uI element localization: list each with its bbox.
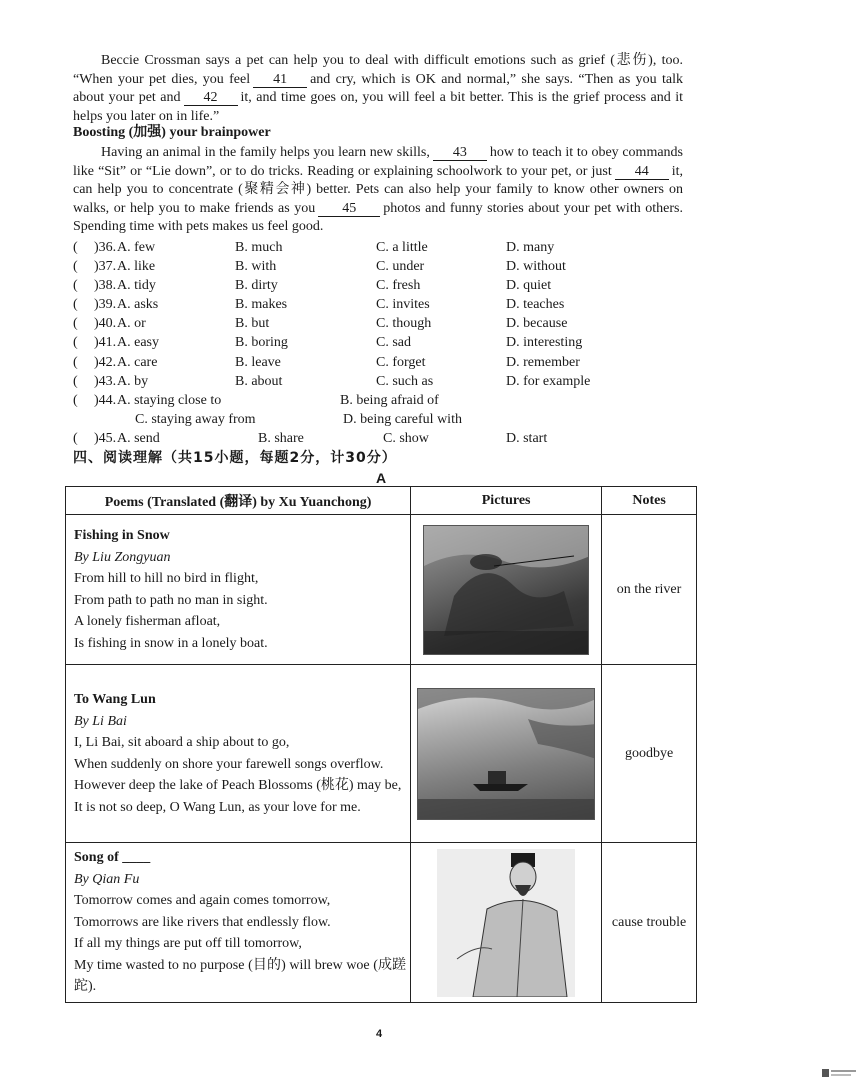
- option-d: D. remember: [506, 354, 580, 370]
- poem-line: My time wasted to no purpose (目的) will brew woe (成蹉跎).: [74, 957, 407, 995]
- poem-line: Is fishing in snow in a lonely boat.: [74, 635, 268, 651]
- section-heading-brainpower: Boosting (加强) your brainpower: [73, 125, 271, 140]
- option-c: C. such as: [376, 373, 434, 389]
- poem-line: I, Li Bai, sit aboard a ship about to go,: [74, 735, 290, 750]
- option-b: B. share: [258, 430, 304, 446]
- answer-paren[interactable]: (: [73, 430, 78, 446]
- passage-text: Having an animal in the family helps you learn new skills,: [101, 145, 430, 160]
- option-b: B. with: [235, 259, 277, 275]
- poem-line: Tomorrow comes and again comes tomorrow,: [74, 893, 331, 909]
- table-row: [66, 665, 697, 843]
- note-cell: cause trouble: [602, 843, 697, 1003]
- question-row-44: [73, 391, 693, 410]
- option-d: D. many: [506, 240, 555, 255]
- option-a: A. few: [117, 240, 156, 255]
- answer-paren[interactable]: (: [73, 240, 78, 255]
- option-d: D. for example: [506, 373, 591, 389]
- option-a: A. asks: [117, 297, 159, 313]
- answer-paren[interactable]: (: [73, 392, 78, 408]
- answer-paren[interactable]: (: [73, 335, 78, 351]
- question-number: )45.: [94, 430, 117, 446]
- table-row: [66, 515, 697, 665]
- watermark-logo-icon: [822, 1068, 856, 1078]
- boat-on-lake-painting-image: [417, 688, 595, 820]
- poem-line: From hill to hill no bird in flight,: [74, 571, 259, 586]
- option-d: D. without: [506, 259, 566, 275]
- note-cell: goodbye: [602, 665, 697, 843]
- option-a: A. care: [117, 354, 158, 370]
- option-b: B. boring: [235, 335, 288, 351]
- option-c: C. forget: [376, 354, 426, 370]
- question-row-44-continued: [73, 410, 693, 429]
- poem-line: When suddenly on shore your farewell songs overflow.: [74, 756, 384, 772]
- poem-title: Fishing in Snow: [74, 528, 170, 543]
- passage-paragraph-1: [73, 52, 683, 126]
- column-header-poems: Poems (Translated (翻译) by Xu Yuanchong): [66, 487, 411, 515]
- option-b: B. leave: [235, 354, 281, 370]
- question-number: )41.: [94, 335, 117, 351]
- scholar-portrait-image: [437, 849, 575, 997]
- option-d: D. teaches: [506, 297, 565, 313]
- note-cell: on the river: [602, 515, 697, 665]
- option-b: B. makes: [235, 297, 288, 313]
- option-b: B. being afraid of: [340, 392, 439, 408]
- option-b: B. much: [235, 240, 283, 255]
- poem-line: It is not so deep, O Wang Lun, as your love for me.: [74, 799, 361, 815]
- option-d: D. being careful with: [343, 411, 462, 427]
- question-number: )36.: [94, 240, 117, 255]
- blank-45: 45: [318, 201, 380, 217]
- option-c: C. a little: [376, 240, 428, 255]
- poem-author: By Liu Zongyuan: [74, 549, 171, 565]
- picture-cell: [411, 665, 602, 843]
- question-row: [73, 295, 693, 314]
- option-d: D. quiet: [506, 278, 552, 294]
- answer-paren[interactable]: (: [73, 373, 78, 389]
- answer-paren[interactable]: (: [73, 278, 78, 294]
- option-a: A. easy: [117, 335, 159, 351]
- option-c: C. staying away from: [135, 411, 256, 427]
- table-header-row: [66, 487, 697, 515]
- question-number: )38.: [94, 278, 117, 294]
- table-row: [66, 843, 697, 1003]
- column-header-pictures: Pictures: [411, 487, 602, 515]
- option-d: D. because: [506, 316, 568, 332]
- page-number: 4: [376, 1028, 383, 1040]
- boat-painting-icon: [418, 689, 595, 820]
- poem-title: Song of ____: [74, 850, 151, 866]
- passage-text: Beccie Crossman says a pet can help you to deal with difficult emotions such as grief (悲伤), too. “When your pet dies, you feel: [73, 53, 683, 87]
- blank-43: 43: [433, 145, 487, 161]
- passage-paragraph-2: [73, 144, 683, 237]
- option-c: C. invites: [376, 297, 430, 313]
- poem-line: Tomorrows are like rivers that endlessly flow.: [74, 914, 331, 930]
- fisherman-painting-icon: [424, 526, 589, 655]
- poem-title: To Wang Lun: [74, 692, 156, 707]
- option-a: A. staying close to: [117, 392, 222, 408]
- question-row-45: [73, 429, 693, 448]
- option-a: A. send: [117, 430, 160, 446]
- option-b: B. dirty: [235, 278, 278, 294]
- question-number: )43.: [94, 373, 117, 389]
- poem-cell: [66, 665, 411, 843]
- question-row: [73, 372, 693, 391]
- passage-text: it, can help you to concentrate (聚精会神) better. Pets can also help your family to know other owners on walks, or help you to make friends as you: [73, 163, 683, 216]
- question-row: [73, 333, 693, 352]
- option-d: D. start: [506, 430, 548, 446]
- option-c: C. under: [376, 259, 425, 275]
- question-number: )40.: [94, 316, 117, 332]
- poem-line: A lonely fisherman afloat,: [74, 614, 221, 629]
- option-c: C. sad: [376, 335, 411, 351]
- question-row: [73, 257, 693, 276]
- option-b: B. but: [235, 316, 270, 332]
- multiple-choice-options: [73, 238, 693, 448]
- option-c: C. show: [383, 430, 429, 446]
- passage-text: how to teach it to obey commands like “Sit” or “Lie down”, or to do tricks. Reading or explaining schoolwork to your pet, or just: [73, 145, 683, 179]
- blank-42: 42: [184, 90, 238, 106]
- poem-author: By Qian Fu: [74, 871, 140, 887]
- passage-text: it, and time goes on, you will feel a bit better. This is the grief process and it helps you later on in life.”: [73, 90, 683, 124]
- question-row: [73, 314, 693, 333]
- option-a: A. by: [117, 373, 149, 389]
- option-a: A. like: [117, 259, 156, 275]
- part-letter: A: [376, 470, 387, 486]
- scholar-portrait-icon: [437, 849, 575, 997]
- option-c: C. though: [376, 316, 432, 332]
- poem-line: If all my things are put off till tomorrow,: [74, 936, 302, 952]
- poem-author: By Li Bai: [74, 713, 127, 729]
- option-d: D. interesting: [506, 335, 583, 351]
- question-number: )44.: [94, 392, 117, 408]
- blank-41: 41: [253, 72, 307, 88]
- passage-text: photos and funny stories about your pet with others. Spending time with pets makes us feel good.: [73, 200, 683, 235]
- question-number: )42.: [94, 354, 117, 370]
- poems-table: [65, 486, 697, 1003]
- question-number: )37.: [94, 259, 117, 275]
- option-a: A. or: [117, 316, 146, 332]
- option-c: C. fresh: [376, 278, 421, 294]
- question-number: )39.: [94, 297, 117, 313]
- blank-44: 44: [615, 164, 669, 180]
- answer-paren[interactable]: (: [73, 297, 78, 313]
- reading-section-title: 四、阅读理解（共15小题，每题2分，计30分）: [73, 450, 397, 466]
- answer-paren[interactable]: (: [73, 354, 78, 370]
- poem-line: From path to path no man in sight.: [74, 592, 268, 608]
- question-row: [73, 238, 693, 257]
- passage-text: and cry, which is OK and normal,” she says. “Then as you talk about your pet and: [73, 71, 683, 106]
- answer-paren[interactable]: (: [73, 316, 78, 332]
- picture-cell: [411, 843, 602, 1003]
- poem-cell: [66, 515, 411, 665]
- fisherman-painting-image: [423, 525, 589, 655]
- option-b: B. about: [235, 373, 283, 389]
- poem-cell: [66, 843, 411, 1003]
- picture-cell: [411, 515, 602, 665]
- question-row: [73, 276, 693, 295]
- answer-paren[interactable]: (: [73, 259, 78, 275]
- option-a: A. tidy: [117, 278, 156, 294]
- poem-line: However deep the lake of Peach Blossoms (桃花) may be,: [74, 778, 402, 793]
- question-row: [73, 353, 693, 372]
- column-header-notes: Notes: [602, 487, 697, 515]
